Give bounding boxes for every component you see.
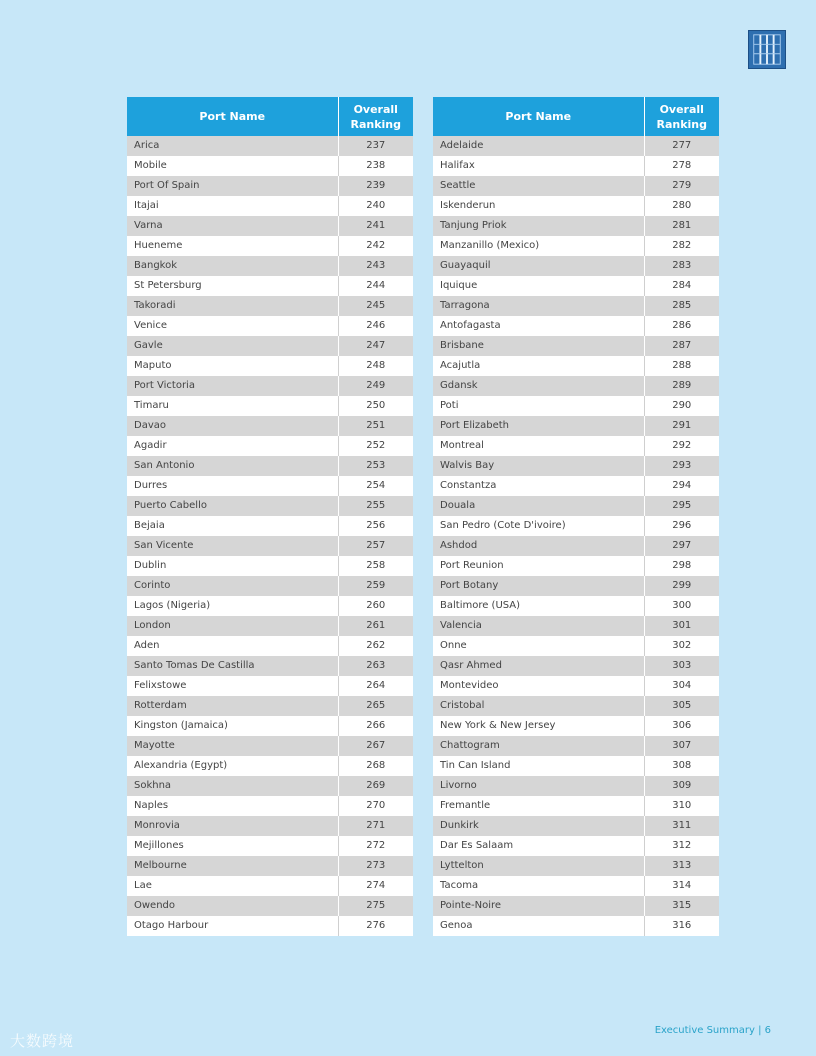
port-name-cell: Port Victoria — [127, 376, 338, 396]
port-name-cell: Tacoma — [433, 876, 644, 896]
overall-ranking-cell: 314 — [644, 876, 719, 896]
table-row — [433, 676, 719, 696]
port-name-cell: Lagos (Nigeria) — [127, 596, 338, 616]
overall-ranking-cell: 281 — [644, 216, 719, 236]
port-name-cell: Bejaia — [127, 516, 338, 536]
watermark: 大数跨境 — [10, 1032, 75, 1050]
table-row — [127, 516, 413, 536]
table-row — [127, 636, 413, 656]
table-row — [433, 496, 719, 516]
overall-ranking-cell: 300 — [644, 596, 719, 616]
table-row — [433, 896, 719, 916]
port-name-cell: Montreal — [433, 436, 644, 456]
overall-ranking-cell: 253 — [338, 456, 413, 476]
overall-ranking-cell: 259 — [338, 576, 413, 596]
port-name-cell: Owendo — [127, 896, 338, 916]
overall-ranking-cell: 257 — [338, 536, 413, 556]
overall-ranking-cell: 310 — [644, 796, 719, 816]
table-row — [127, 436, 413, 456]
table-row — [127, 916, 413, 936]
table-row — [433, 256, 719, 276]
port-name-cell: Timaru — [127, 396, 338, 416]
overall-ranking-cell: 269 — [338, 776, 413, 796]
port-name-cell: Gdansk — [433, 376, 644, 396]
table-body-left — [127, 136, 413, 936]
port-name-cell: Dar Es Salaam — [433, 836, 644, 856]
port-name-cell: Hueneme — [127, 236, 338, 256]
table-row — [433, 656, 719, 676]
port-name-cell: Livorno — [433, 776, 644, 796]
overall-ranking-cell: 272 — [338, 836, 413, 856]
overall-ranking-cell: 270 — [338, 796, 413, 816]
port-name-cell: Corinto — [127, 576, 338, 596]
port-name-cell: Agadir — [127, 436, 338, 456]
overall-ranking-cell: 278 — [644, 156, 719, 176]
table-row — [433, 476, 719, 496]
port-name-cell: Sokhna — [127, 776, 338, 796]
overall-ranking-cell: 280 — [644, 196, 719, 216]
overall-ranking-cell: 290 — [644, 396, 719, 416]
table-row — [127, 256, 413, 276]
overall-ranking-cell: 239 — [338, 176, 413, 196]
overall-ranking-cell: 293 — [644, 456, 719, 476]
overall-ranking-cell: 296 — [644, 516, 719, 536]
overall-ranking-cell: 267 — [338, 736, 413, 756]
port-name-cell: Rotterdam — [127, 696, 338, 716]
overall-ranking-cell: 242 — [338, 236, 413, 256]
table-row — [433, 616, 719, 636]
table-row — [433, 716, 719, 736]
overall-ranking-cell: 275 — [338, 896, 413, 916]
table-row — [433, 576, 719, 596]
overall-ranking-header — [338, 97, 413, 136]
overall-ranking-cell: 284 — [644, 276, 719, 296]
table-row — [433, 296, 719, 316]
table-row — [127, 756, 413, 776]
overall-ranking-cell: 306 — [644, 716, 719, 736]
overall-ranking-cell: 255 — [338, 496, 413, 516]
port-name-cell: Mejillones — [127, 836, 338, 856]
port-name-cell: Acajutla — [433, 356, 644, 376]
port-name-cell: Mayotte — [127, 736, 338, 756]
table-row — [127, 196, 413, 216]
table-row — [433, 816, 719, 836]
overall-ranking-cell: 237 — [338, 136, 413, 156]
port-name-cell: Onne — [433, 636, 644, 656]
port-name-cell: Cristobal — [433, 696, 644, 716]
overall-ranking-cell: 273 — [338, 856, 413, 876]
port-name-cell: Walvis Bay — [433, 456, 644, 476]
overall-ranking-cell: 238 — [338, 156, 413, 176]
port-name-cell: Tin Can Island — [433, 756, 644, 776]
overall-ranking-cell: 311 — [644, 816, 719, 836]
port-name-cell: Douala — [433, 496, 644, 516]
port-name-cell: San Vicente — [127, 536, 338, 556]
overall-ranking-header-line1: Overall — [353, 102, 398, 116]
overall-ranking-cell: 283 — [644, 256, 719, 276]
port-name-cell: Mobile — [127, 156, 338, 176]
overall-ranking-cell: 294 — [644, 476, 719, 496]
table-row — [433, 856, 719, 876]
table-row — [127, 176, 413, 196]
overall-ranking-cell: 286 — [644, 316, 719, 336]
overall-ranking-cell: 266 — [338, 716, 413, 736]
table-row — [433, 196, 719, 216]
port-name-cell: Pointe-Noire — [433, 896, 644, 916]
port-ranking-table-left — [127, 97, 413, 936]
port-name-cell: Genoa — [433, 916, 644, 936]
overall-ranking-cell: 263 — [338, 656, 413, 676]
table-row — [433, 456, 719, 476]
overall-ranking-cell: 315 — [644, 896, 719, 916]
port-name-cell: Halifax — [433, 156, 644, 176]
port-name-cell: Monrovia — [127, 816, 338, 836]
table-row — [127, 396, 413, 416]
overall-ranking-header-line2: Ranking — [350, 117, 401, 131]
table-row — [433, 536, 719, 556]
port-name-cell: Gavle — [127, 336, 338, 356]
overall-ranking-cell: 288 — [644, 356, 719, 376]
table-row — [433, 316, 719, 336]
table-row — [433, 176, 719, 196]
overall-ranking-cell: 303 — [644, 656, 719, 676]
table-row — [433, 876, 719, 896]
table-row — [127, 456, 413, 476]
port-name-cell: San Antonio — [127, 456, 338, 476]
table-row — [127, 656, 413, 676]
overall-ranking-cell: 249 — [338, 376, 413, 396]
port-name-cell: London — [127, 616, 338, 636]
overall-ranking-header — [644, 97, 719, 136]
table-row — [433, 336, 719, 356]
table-row — [127, 296, 413, 316]
overall-ranking-cell: 301 — [644, 616, 719, 636]
overall-ranking-cell: 241 — [338, 216, 413, 236]
port-name-cell: Chattogram — [433, 736, 644, 756]
table-row — [127, 336, 413, 356]
overall-ranking-cell: 265 — [338, 696, 413, 716]
port-name-cell: Lae — [127, 876, 338, 896]
port-name-cell: Durres — [127, 476, 338, 496]
port-name-cell: Aden — [127, 636, 338, 656]
port-name-cell: Port Reunion — [433, 556, 644, 576]
overall-ranking-cell: 309 — [644, 776, 719, 796]
overall-ranking-cell: 254 — [338, 476, 413, 496]
table-row — [127, 236, 413, 256]
table-row — [127, 716, 413, 736]
table-row — [433, 216, 719, 236]
table-row — [127, 616, 413, 636]
port-name-cell: Poti — [433, 396, 644, 416]
table-row — [127, 836, 413, 856]
table-row — [433, 356, 719, 376]
port-name-cell: Varna — [127, 216, 338, 236]
table-row — [433, 596, 719, 616]
table-row — [433, 416, 719, 436]
overall-ranking-cell: 277 — [644, 136, 719, 156]
overall-ranking-cell: 313 — [644, 856, 719, 876]
overall-ranking-cell: 285 — [644, 296, 719, 316]
port-name-cell: Qasr Ahmed — [433, 656, 644, 676]
table-row — [127, 676, 413, 696]
port-name-cell: Alexandria (Egypt) — [127, 756, 338, 776]
table-row — [127, 856, 413, 876]
overall-ranking-cell: 305 — [644, 696, 719, 716]
port-name-header: Port Name — [127, 97, 338, 136]
overall-ranking-cell: 274 — [338, 876, 413, 896]
overall-ranking-cell: 279 — [644, 176, 719, 196]
table-row — [127, 896, 413, 916]
table-row — [127, 136, 413, 156]
table-row — [433, 696, 719, 716]
overall-ranking-cell: 289 — [644, 376, 719, 396]
port-name-cell: Iquique — [433, 276, 644, 296]
table-row — [127, 596, 413, 616]
port-name-cell: Takoradi — [127, 296, 338, 316]
overall-ranking-cell: 271 — [338, 816, 413, 836]
overall-ranking-cell: 248 — [338, 356, 413, 376]
port-name-cell: Adelaide — [433, 136, 644, 156]
port-name-cell: Seattle — [433, 176, 644, 196]
overall-ranking-cell: 287 — [644, 336, 719, 356]
port-name-cell: Brisbane — [433, 336, 644, 356]
page-footer: Executive Summary | 6 — [654, 1025, 771, 1036]
port-name-cell: Melbourne — [127, 856, 338, 876]
brand-logo-icon — [748, 30, 786, 69]
table-row — [127, 356, 413, 376]
table-row — [127, 276, 413, 296]
table-row — [433, 916, 719, 936]
port-name-cell: Port Of Spain — [127, 176, 338, 196]
overall-ranking-cell: 251 — [338, 416, 413, 436]
port-name-cell: Puerto Cabello — [127, 496, 338, 516]
overall-ranking-cell: 260 — [338, 596, 413, 616]
overall-ranking-cell: 316 — [644, 916, 719, 936]
table-row — [127, 776, 413, 796]
overall-ranking-cell: 256 — [338, 516, 413, 536]
overall-ranking-cell: 247 — [338, 336, 413, 356]
table-header-row — [433, 97, 719, 136]
overall-ranking-cell: 262 — [338, 636, 413, 656]
overall-ranking-cell: 297 — [644, 536, 719, 556]
table-row — [127, 816, 413, 836]
overall-ranking-cell: 245 — [338, 296, 413, 316]
table-row — [127, 696, 413, 716]
overall-ranking-cell: 308 — [644, 756, 719, 776]
port-name-cell: Montevideo — [433, 676, 644, 696]
overall-ranking-cell: 299 — [644, 576, 719, 596]
table-row — [433, 836, 719, 856]
port-ranking-table-right — [433, 97, 719, 936]
table-row — [433, 736, 719, 756]
overall-ranking-cell: 243 — [338, 256, 413, 276]
port-name-cell: Santo Tomas De Castilla — [127, 656, 338, 676]
overall-ranking-cell: 295 — [644, 496, 719, 516]
table-row — [127, 416, 413, 436]
overall-ranking-cell: 240 — [338, 196, 413, 216]
overall-ranking-cell: 246 — [338, 316, 413, 336]
port-name-cell: Fremantle — [433, 796, 644, 816]
overall-ranking-cell: 250 — [338, 396, 413, 416]
overall-ranking-cell: 244 — [338, 276, 413, 296]
port-name-cell: Valencia — [433, 616, 644, 636]
overall-ranking-cell: 304 — [644, 676, 719, 696]
table-row — [433, 396, 719, 416]
port-name-cell: Ashdod — [433, 536, 644, 556]
port-name-cell: Itajai — [127, 196, 338, 216]
table-row — [433, 556, 719, 576]
table-row — [433, 156, 719, 176]
table-row — [433, 376, 719, 396]
port-name-cell: Kingston (Jamaica) — [127, 716, 338, 736]
overall-ranking-cell: 264 — [338, 676, 413, 696]
table-row — [127, 556, 413, 576]
port-name-cell: Venice — [127, 316, 338, 336]
overall-ranking-cell: 258 — [338, 556, 413, 576]
table-row — [127, 316, 413, 336]
port-name-cell: Maputo — [127, 356, 338, 376]
table-row — [433, 756, 719, 776]
table-row — [433, 436, 719, 456]
table-row — [127, 156, 413, 176]
overall-ranking-header-line1: Overall — [659, 102, 704, 116]
port-name-cell: Dunkirk — [433, 816, 644, 836]
table-body-right — [433, 136, 719, 936]
table-row — [433, 776, 719, 796]
port-name-cell: Manzanillo (Mexico) — [433, 236, 644, 256]
table-header-row — [127, 97, 413, 136]
port-name-cell: Port Botany — [433, 576, 644, 596]
port-name-cell: New York & New Jersey — [433, 716, 644, 736]
overall-ranking-cell: 298 — [644, 556, 719, 576]
table-row — [127, 376, 413, 396]
table-row — [433, 236, 719, 256]
table-row — [127, 476, 413, 496]
port-name-cell: Naples — [127, 796, 338, 816]
table-row — [127, 216, 413, 236]
port-name-cell: St Petersburg — [127, 276, 338, 296]
port-name-cell: Bangkok — [127, 256, 338, 276]
port-name-header: Port Name — [433, 97, 644, 136]
table-row — [127, 876, 413, 896]
overall-ranking-cell: 292 — [644, 436, 719, 456]
port-name-cell: Port Elizabeth — [433, 416, 644, 436]
overall-ranking-header-line2: Ranking — [656, 117, 707, 131]
table-row — [433, 636, 719, 656]
table-row — [127, 736, 413, 756]
overall-ranking-cell: 302 — [644, 636, 719, 656]
port-name-cell: Iskenderun — [433, 196, 644, 216]
overall-ranking-cell: 291 — [644, 416, 719, 436]
port-name-cell: Tarragona — [433, 296, 644, 316]
port-name-cell: Constantza — [433, 476, 644, 496]
overall-ranking-cell: 307 — [644, 736, 719, 756]
overall-ranking-cell: 276 — [338, 916, 413, 936]
port-name-cell: Felixstowe — [127, 676, 338, 696]
overall-ranking-cell: 268 — [338, 756, 413, 776]
table-row — [127, 496, 413, 516]
port-name-cell: Antofagasta — [433, 316, 644, 336]
overall-ranking-cell: 261 — [338, 616, 413, 636]
table-row — [127, 796, 413, 816]
table-row — [433, 516, 719, 536]
port-name-cell: Arica — [127, 136, 338, 156]
overall-ranking-cell: 252 — [338, 436, 413, 456]
port-name-cell: Baltimore (USA) — [433, 596, 644, 616]
port-name-cell: Guayaquil — [433, 256, 644, 276]
port-name-cell: Lyttelton — [433, 856, 644, 876]
table-row — [433, 276, 719, 296]
overall-ranking-cell: 312 — [644, 836, 719, 856]
overall-ranking-cell: 282 — [644, 236, 719, 256]
port-name-cell: San Pedro (Cote D'ivoire) — [433, 516, 644, 536]
port-name-cell: Dublin — [127, 556, 338, 576]
table-row — [433, 136, 719, 156]
port-name-cell: Davao — [127, 416, 338, 436]
table-row — [433, 796, 719, 816]
port-name-cell: Tanjung Priok — [433, 216, 644, 236]
port-name-cell: Otago Harbour — [127, 916, 338, 936]
table-row — [127, 576, 413, 596]
table-row — [127, 536, 413, 556]
